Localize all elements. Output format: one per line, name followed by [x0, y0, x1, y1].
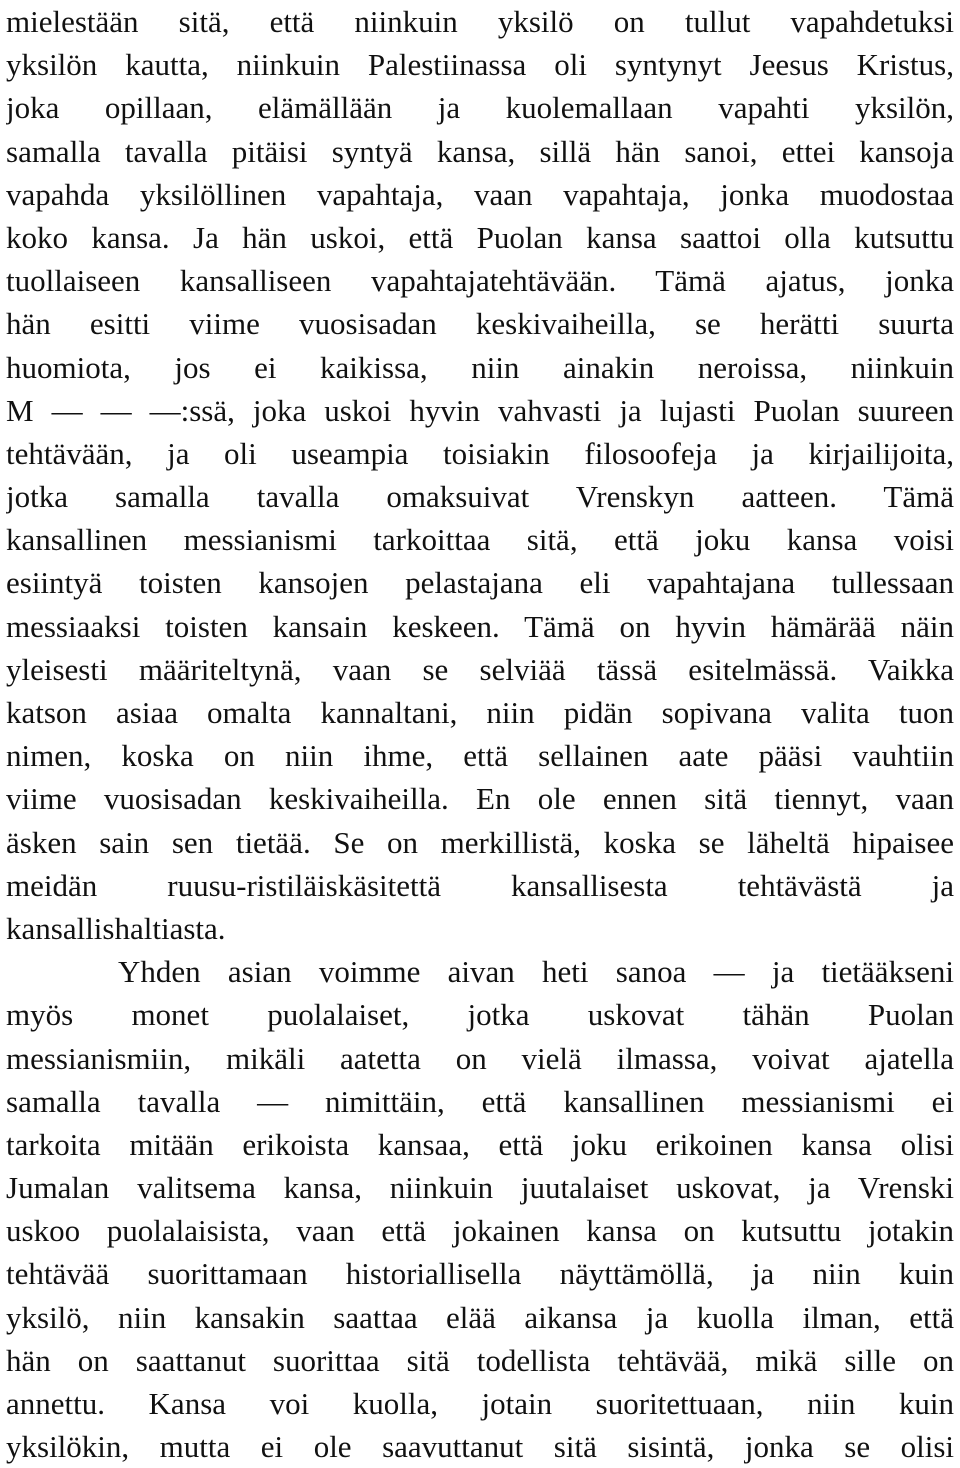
text-line: kansallishaltiasta.: [6, 910, 226, 946]
text-line: katson asiaa omalta kannaltani, niin pidän sopivana valita tuon: [6, 695, 954, 730]
text-line: tehtävää suorittamaan historiallisella näyttämöllä, ja niin kuin: [6, 1256, 954, 1292]
text-line: tehtävään, ja oli useampia toisiakin filosoofeja ja kirjailijoita,: [6, 435, 954, 471]
text-line: M — — —:ssä, joka uskoi hyvin vahvasti ja lujasti Puolan suureen: [6, 392, 954, 428]
text-line: Jumalan valitsema kansa, niinkuin juutalaiset uskovat, ja Vrenski: [6, 1170, 954, 1206]
text-line: äsken sain sen tietää. Se on merkillistä, koska se läheltä hipaisee: [6, 824, 954, 860]
text-line: kansallinen messianismi tarkoittaa sitä, että joku kansa voisi: [6, 522, 954, 558]
paragraph: [6, 950, 954, 1468]
text-line: tuollaiseen kansalliseen vapahtajatehtävään. Tämä ajatus, jonka: [6, 263, 954, 299]
text-line: yleisesti määriteltynä, vaan se selviää tässä esitelmässä. Vaikka: [6, 651, 954, 687]
text-line: myös monet puolalaiset, jotka uskovat tähän Puolan: [6, 997, 954, 1033]
text-line: esiintyä toisten kansojen pelastajana eli vapahtajana tullessaan: [6, 565, 954, 601]
text-line: koko kansa. Ja hän uskoi, että Puolan kansa saattoi olla kutsuttu: [6, 219, 954, 255]
text-line: nimen, koska on niin ihme, että sellainen aate pääsi vauhtiin: [6, 738, 954, 774]
text-line: viime vuosisadan keskivaiheilla. En ole ennen sitä tiennyt, vaan: [6, 781, 954, 817]
text-line: joka opillaan, elämällään ja kuolemallaan vapahti yksilön,: [6, 90, 954, 126]
text-line: samalla tavalla pitäisi syntyä kansa, sillä hän sanoi, ettei kansoja: [6, 133, 954, 169]
text-line: tarkoita mitään erikoista kansaa, että joku erikoinen kansa olisi: [6, 1126, 954, 1162]
text-line: hän on saattanut suorittaa sitä todellista tehtävää, mikä sille on: [6, 1342, 954, 1378]
text-line: annettu. Kansa voi kuolla, jotain suoritettuaan, niin kuin: [6, 1386, 954, 1421]
text-line: Yhden asian voimme aivan heti sanoa — ja tietääkseni: [118, 954, 954, 990]
text-line: messiaaksi toisten kansain keskeen. Tämä on hyvin hämärää näin: [6, 608, 954, 644]
text-line: samalla tavalla — nimittäin, että kansallinen messianismi ei: [6, 1083, 954, 1119]
paragraph: [6, 0, 954, 950]
text-line: hän esitti viime vuosisadan keskivaiheilla, se herätti suurta: [6, 306, 954, 342]
text-line: yksilö, niin kansakin saattaa elää aikansa ja kuolla ilman, että: [6, 1299, 954, 1335]
text-line: yksilökin, mutta ei ole saavuttanut sitä sisintä, jonka se olisi: [6, 1429, 954, 1465]
text-line: vapahda yksilöllinen vapahtaja, vaan vapahtaja, jonka muodostaa: [6, 176, 954, 212]
text-line: messianismiin, mikäli aatetta on vielä ilmassa, voivat ajatella: [6, 1040, 954, 1076]
text-line: mielestään sitä, että niinkuin yksilö on tullut vapahdetuksi: [6, 4, 954, 39]
document-page: [6, 0, 954, 1468]
text-line: meidän ruusu-ristiläiskäsitettä kansallisesta tehtävästä ja: [6, 867, 954, 903]
text-line: yksilön kautta, niinkuin Palestiinassa oli syntynyt Jeesus Kristus,: [6, 47, 954, 83]
text-line: jotka samalla tavalla omaksuivat Vrenskyn aatteen. Tämä: [6, 479, 954, 515]
text-line: uskoo puolalaisista, vaan että jokainen kansa on kutsuttu jotakin: [6, 1213, 954, 1249]
text-line: huomiota, jos ei kaikissa, niin ainakin neroissa, niinkuin: [6, 349, 954, 385]
